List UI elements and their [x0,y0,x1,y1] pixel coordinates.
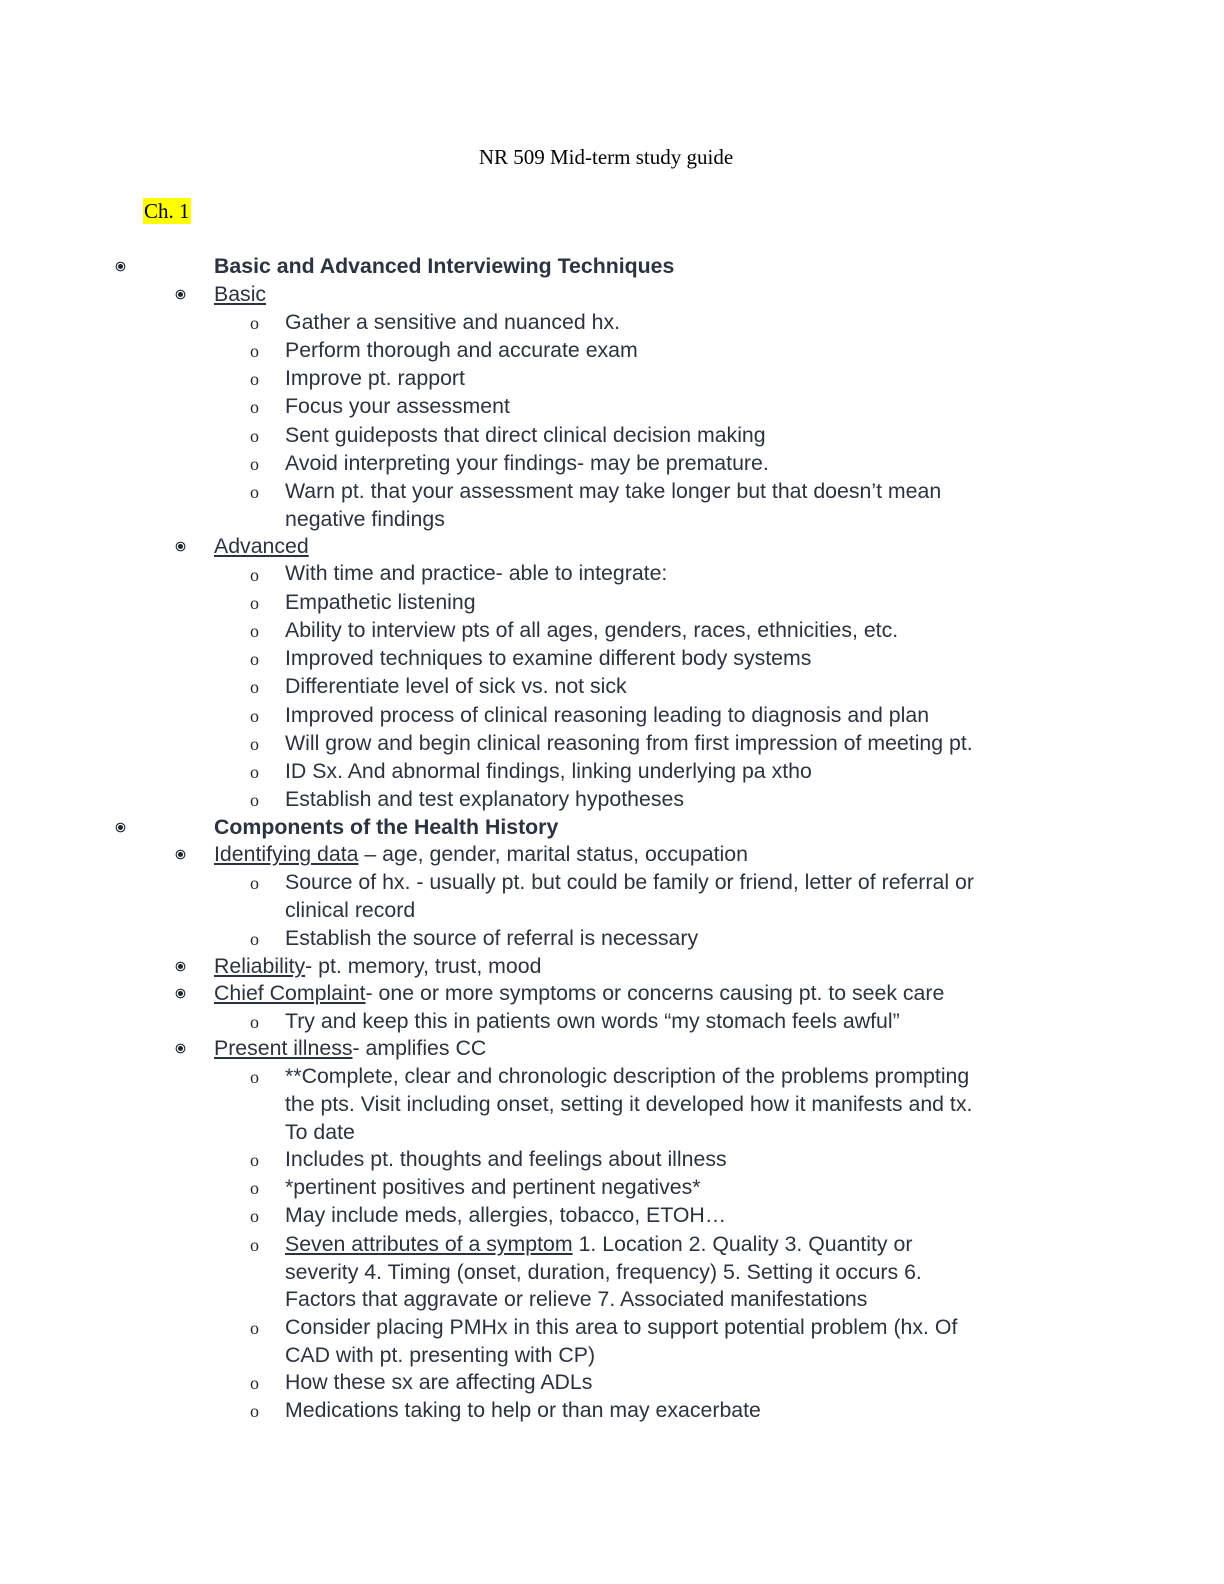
list-item-text: 1. Location 2. Quality 3. Quantity or [572,1232,913,1256]
circle-bullet-icon: o [250,313,259,333]
subsection-text: - amplifies CC [352,1036,487,1060]
list-item: Source of hx. - usually pt. but could be family or friend, letter of referral or [285,870,974,894]
list-item: Perform thorough and accurate exam [285,338,638,362]
subsection-label: Identifying data [214,842,359,866]
list-item: Empathetic listening [285,590,476,614]
list-item-continuation: negative findings [285,507,445,531]
subsection-text: - one or more symptoms or concerns causing pt. to seek care [365,981,945,1005]
list-item: Consider placing PMHx in this area to support potential problem (hx. Of [285,1315,958,1339]
list-item: Includes pt. thoughts and feelings about illness [285,1147,727,1171]
circle-bullet-icon: o [250,1401,259,1421]
seven-attributes-label: Seven attributes of a symptom [285,1232,573,1256]
circle-bullet-icon: o [250,621,259,641]
list-item: With time and practice- able to integrate: [285,561,668,585]
circle-bullet-icon: o [250,1373,259,1393]
circle-bullet-icon: o [250,1206,259,1226]
list-item: How these sx are affecting ADLs [285,1370,593,1394]
circle-bullet-icon: o [250,1235,259,1255]
list-item-continuation: the pts. Visit including onset, setting it developed how it manifests and tx. [285,1092,973,1116]
bullet-icon [178,1046,183,1051]
bullet-icon [118,264,123,269]
circle-bullet-icon: o [250,1318,259,1338]
subsection-label: Reliability [214,954,306,978]
circle-bullet-icon: o [250,397,259,417]
list-item: **Complete, clear and chronologic description of the problems prompting [285,1064,970,1088]
circle-bullet-icon: o [250,565,259,585]
bullet-icon [118,825,123,830]
document-title: NR 509 Mid-term study guide [478,145,734,169]
list-item-continuation: severity 4. Timing (onset, duration, frequency) 5. Setting it occurs 6. [285,1260,922,1284]
list-item: Medications taking to help or than may exacerbate [285,1398,761,1422]
circle-bullet-icon: o [250,762,259,782]
subsection-text: - pt. memory, trust, mood [305,954,542,978]
circle-bullet-icon: o [250,482,259,502]
list-item: Gather a sensitive and nuanced hx. [285,310,621,334]
subsection-label: Present illness [214,1036,353,1060]
list-item: Establish the source of referral is necessary [285,926,699,950]
list-item-continuation: To date [285,1120,355,1144]
section-heading: Components of the Health History [214,815,559,839]
bullet-icon [178,964,183,969]
circle-bullet-icon: o [250,734,259,754]
list-item: Warn pt. that your assessment may take longer but that doesn’t mean [285,479,942,503]
subsection-text: – age, gender, marital status, occupation [358,842,748,866]
circle-bullet-icon: o [250,677,259,697]
list-item: ID Sx. And abnormal findings, linking underlying pa xtho [285,759,812,783]
chapter-heading: Ch. 1 [144,199,190,223]
list-item: Avoid interpreting your findings- may be premature. [285,451,769,475]
bullet-icon [178,544,183,549]
circle-bullet-icon: o [250,1012,259,1032]
subsection-present-illness [214,1034,486,1062]
list-item: Sent guideposts that direct clinical decision making [285,423,766,447]
list-item: May include meds, allergies, tobacco, ETOH… [285,1203,727,1227]
section-heading: Basic and Advanced Interviewing Techniques [214,254,675,278]
bullet-icon [178,991,183,996]
circle-bullet-icon: o [250,873,259,893]
circle-bullet-icon: o [250,790,259,810]
subsection-identifying-data [214,840,748,868]
circle-bullet-icon: o [250,454,259,474]
circle-bullet-icon: o [250,593,259,613]
list-item: Differentiate level of sick vs. not sick [285,674,627,698]
circle-bullet-icon: o [250,369,259,389]
list-item: Establish and test explanatory hypotheses [285,787,684,811]
circle-bullet-icon: o [250,1150,259,1170]
list-item-continuation: clinical record [285,898,416,922]
subsection-label-basic: Basic [214,282,267,306]
circle-bullet-icon: o [250,1067,259,1087]
subsection-chief-complaint [214,979,944,1007]
list-item: Try and keep this in patients own words “my stomach feels awful” [285,1009,900,1033]
circle-bullet-icon: o [250,341,259,361]
circle-bullet-icon: o [250,929,259,949]
circle-bullet-icon: o [250,649,259,669]
circle-bullet-icon: o [250,426,259,446]
list-item-continuation: Factors that aggravate or relieve 7. Associated manifestations [285,1287,868,1311]
list-item: Improved techniques to examine different body systems [285,646,812,670]
list-item: Improved process of clinical reasoning leading to diagnosis and plan [285,703,930,727]
circle-bullet-icon: o [250,706,259,726]
list-item: Will grow and begin clinical reasoning from first impression of meeting pt. [285,731,973,755]
bullet-icon [178,852,183,857]
list-item: Ability to interview pts of all ages, genders, races, ethnicities, etc. [285,618,899,642]
list-item: *pertinent positives and pertinent negatives* [285,1175,701,1199]
subsection-label: Chief Complaint [214,981,366,1005]
list-item-seven-attributes [285,1230,912,1258]
list-item: Improve pt. rapport [285,366,465,390]
list-item: Focus your assessment [285,394,510,418]
circle-bullet-icon: o [250,1178,259,1198]
list-item-continuation: CAD with pt. presenting with CP) [285,1343,596,1367]
bullet-icon [178,292,183,297]
subsection-reliability [214,952,541,980]
subsection-label-advanced: Advanced [214,534,309,558]
